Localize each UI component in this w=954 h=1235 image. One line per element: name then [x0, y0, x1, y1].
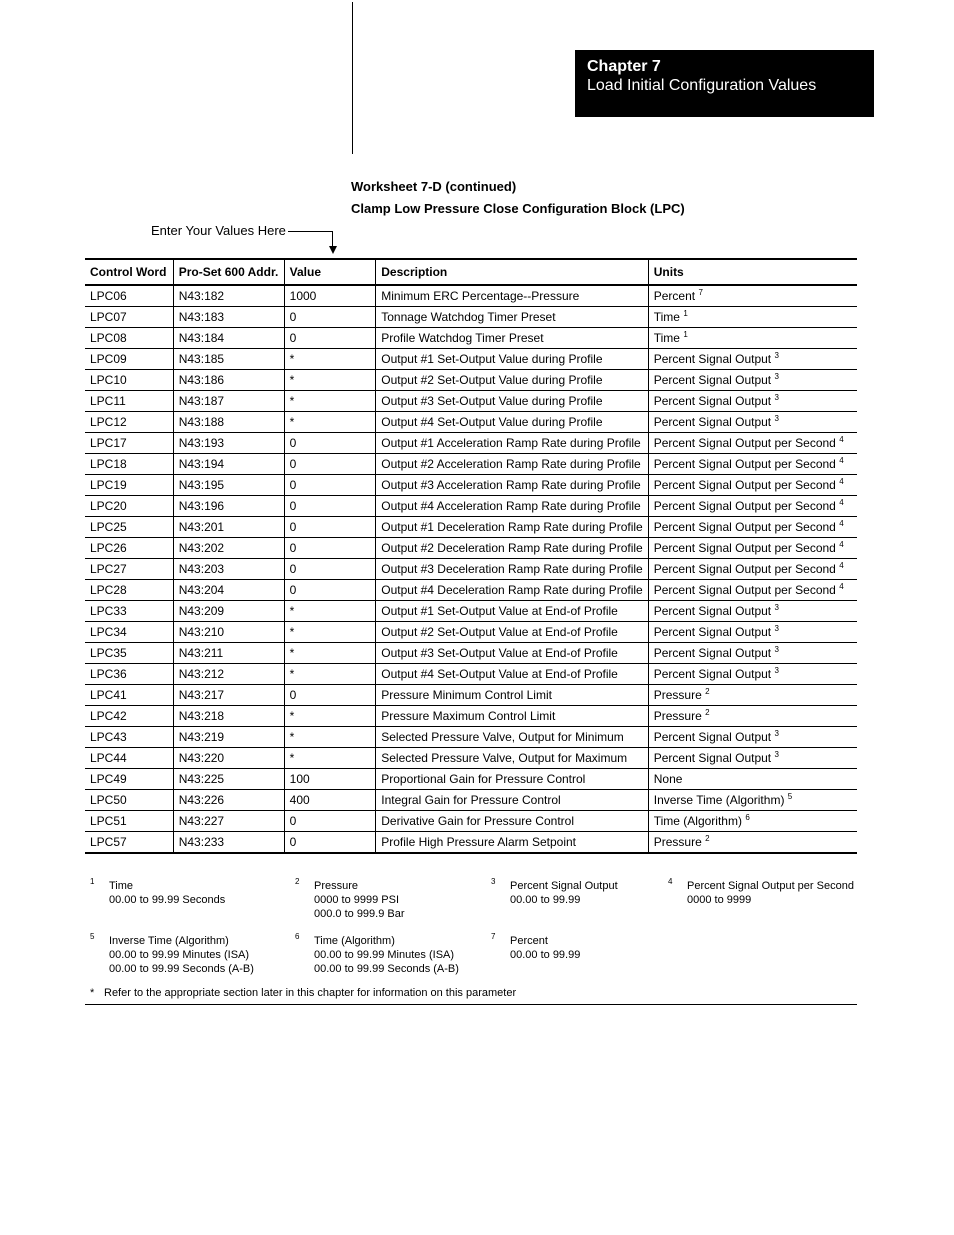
address-cell: N43:211 — [173, 643, 284, 664]
table-row — [85, 727, 857, 748]
units-cell: Pressure $^2$ — [648, 706, 857, 727]
description-cell: Output #1 Acceleration Ramp Rate during Profile — [376, 433, 648, 454]
header-units: Units — [648, 259, 857, 285]
footnote-line: 0000 to 9999 PSI — [314, 894, 400, 906]
footnote-ref: 1 — [683, 330, 688, 339]
table-row — [85, 664, 857, 685]
configuration-table — [85, 258, 857, 854]
footnote-line: 00.00 to 99.99 — [510, 949, 581, 961]
address-cell: N43:196 — [173, 496, 284, 517]
table-row — [85, 790, 857, 811]
table-row — [85, 538, 857, 559]
units-cell: Percent Signal Output per Second $^4$ — [648, 580, 857, 601]
description-cell: Profile Watchdog Timer Preset — [376, 328, 648, 349]
header-value: Value — [284, 259, 376, 285]
table-row — [85, 559, 857, 580]
description-cell: Output #4 Set-Output Value during Profile — [376, 412, 648, 433]
footnote-ref: 3 — [774, 645, 779, 654]
value-cell[interactable]: 0 — [284, 517, 376, 538]
table-row — [85, 412, 857, 433]
table-row — [85, 475, 857, 496]
value-cell[interactable]: * — [284, 643, 376, 664]
description-cell: Output #3 Set-Output Value at End-of Profile — [376, 643, 648, 664]
footnote-ref: 3 — [774, 603, 779, 612]
address-cell: N43:201 — [173, 517, 284, 538]
units-cell: Percent Signal Output per Second $^4$ — [648, 559, 857, 580]
footnote — [295, 934, 459, 976]
control-word-cell: LPC44 — [85, 748, 173, 769]
footnote-ref: 4 — [839, 456, 844, 465]
description-cell: Output #3 Acceleration Ramp Rate during Profile — [376, 475, 648, 496]
address-cell: N43:220 — [173, 748, 284, 769]
address-cell: N43:193 — [173, 433, 284, 454]
description-cell: Output #2 Acceleration Ramp Rate during Profile — [376, 454, 648, 475]
units-cell: Time (Algorithm) $^6$ — [648, 811, 857, 832]
units-cell: Percent Signal Output $^3$ — [648, 412, 857, 433]
address-cell: N43:184 — [173, 328, 284, 349]
address-cell: N43:209 — [173, 601, 284, 622]
value-cell[interactable]: 0 — [284, 454, 376, 475]
address-cell: N43:212 — [173, 664, 284, 685]
address-cell: N43:202 — [173, 538, 284, 559]
address-cell: N43:203 — [173, 559, 284, 580]
footnote-line: Inverse Time (Algorithm) — [109, 935, 229, 947]
footnote-line: 00.00 to 99.99 Seconds — [109, 894, 226, 906]
star-marker: * — [90, 987, 95, 999]
description-cell: Output #2 Deceleration Ramp Rate during Profile — [376, 538, 648, 559]
value-cell[interactable]: 0 — [284, 811, 376, 832]
footnote-number: 1 — [90, 877, 95, 886]
margin-rule — [352, 2, 353, 154]
footnote-line: Time — [109, 880, 134, 892]
table-row — [85, 285, 857, 307]
footnote-number: 7 — [491, 932, 496, 941]
units-cell: Percent Signal Output per Second $^4$ — [648, 538, 857, 559]
units-cell: Percent Signal Output per Second $^4$ — [648, 475, 857, 496]
description-cell: Output #2 Set-Output Value at End-of Profile — [376, 622, 648, 643]
table-row — [85, 454, 857, 475]
control-word-cell: LPC49 — [85, 769, 173, 790]
table-row — [85, 643, 857, 664]
control-word-cell: LPC41 — [85, 685, 173, 706]
footnote-line: Percent — [510, 935, 548, 947]
table-row — [85, 433, 857, 454]
value-cell[interactable]: 0 — [284, 685, 376, 706]
footnote-line: 00.00 to 99.99 Seconds (A-B) — [314, 963, 459, 975]
control-word-cell: LPC35 — [85, 643, 173, 664]
footnote-ref: 5 — [787, 792, 793, 801]
units-cell: Percent Signal Output $^3$ — [648, 349, 857, 370]
value-cell[interactable]: * — [284, 706, 376, 727]
units-cell: Percent Signal Output $^3$ — [648, 622, 857, 643]
control-word-cell: LPC06 — [85, 285, 173, 307]
table-row — [85, 706, 857, 727]
footnote-line: Time (Algorithm) — [314, 935, 395, 947]
footnote-ref: 1 — [683, 309, 688, 318]
table-body — [85, 285, 857, 853]
footnote-ref: 3 — [774, 666, 779, 675]
units-cell: Pressure $^2$ — [648, 685, 857, 706]
control-word-cell: LPC20 — [85, 496, 173, 517]
address-cell: N43:194 — [173, 454, 284, 475]
chapter-label: Chapter 7 — [587, 58, 661, 75]
value-cell[interactable]: 0 — [284, 328, 376, 349]
address-cell: N43:227 — [173, 811, 284, 832]
footnote-line: 00.00 to 99.99 Minutes (ISA) — [314, 949, 455, 961]
description-cell: Selected Pressure Valve, Output for Maximum — [376, 748, 648, 769]
footnote-number: 4 — [668, 877, 673, 886]
footnote-ref: 3 — [774, 414, 779, 423]
footnote-ref: 2 — [705, 834, 710, 843]
control-word-cell: LPC19 — [85, 475, 173, 496]
value-cell[interactable]: 0 — [284, 307, 376, 328]
units-cell: Percent Signal Output $^3$ — [648, 643, 857, 664]
enter-values-label: Enter Your Values Here — [151, 223, 286, 238]
description-cell: Derivative Gain for Pressure Control — [376, 811, 648, 832]
description-cell: Output #3 Deceleration Ramp Rate during Profile — [376, 559, 648, 580]
control-word-cell: LPC43 — [85, 727, 173, 748]
control-word-cell: LPC26 — [85, 538, 173, 559]
footnote-ref: 4 — [839, 582, 844, 591]
header-address: Pro-Set 600 Addr. — [173, 259, 284, 285]
footnote-line: Percent Signal Output per Second — [687, 880, 854, 892]
footnote-ref: 2 — [705, 687, 710, 696]
table-row — [85, 391, 857, 412]
value-cell[interactable]: 0 — [284, 475, 376, 496]
control-word-cell: LPC27 — [85, 559, 173, 580]
units-cell: Percent Signal Output per Second $^4$ — [648, 496, 857, 517]
description-cell: Tonnage Watchdog Timer Preset — [376, 307, 648, 328]
address-cell: N43:195 — [173, 475, 284, 496]
control-word-cell: LPC17 — [85, 433, 173, 454]
value-cell[interactable]: 1000 — [284, 285, 376, 307]
footnote — [90, 879, 225, 907]
value-cell[interactable]: 0 — [284, 580, 376, 601]
worksheet-subtitle: Clamp Low Pressure Close Configuration Block (LPC) — [351, 201, 685, 216]
value-cell[interactable]: 0 — [284, 538, 376, 559]
control-word-cell: LPC33 — [85, 601, 173, 622]
value-cell[interactable]: 0 — [284, 832, 376, 854]
table-row — [85, 601, 857, 622]
description-cell: Integral Gain for Pressure Control — [376, 790, 648, 811]
footnote-ref: 4 — [839, 477, 844, 486]
table-row — [85, 580, 857, 601]
value-cell[interactable]: * — [284, 601, 376, 622]
footnote-ref: 2 — [705, 708, 710, 717]
value-cell[interactable]: * — [284, 748, 376, 769]
footnote-line: Percent Signal Output — [510, 880, 618, 892]
footnote-ref: 4 — [839, 519, 844, 528]
description-cell: Selected Pressure Valve, Output for Minimum — [376, 727, 648, 748]
description-cell: Minimum ERC Percentage--Pressure — [376, 285, 648, 307]
footnote-number: 6 — [295, 932, 300, 941]
footnote-line: 00.00 to 99.99 Minutes (ISA) — [109, 949, 250, 961]
description-cell: Output #4 Acceleration Ramp Rate during Profile — [376, 496, 648, 517]
value-cell[interactable]: * — [284, 727, 376, 748]
value-cell[interactable]: 0 — [284, 559, 376, 580]
table-row — [85, 349, 857, 370]
control-word-cell: LPC51 — [85, 811, 173, 832]
units-cell: Percent Signal Output $^3$ — [648, 748, 857, 769]
address-cell: N43:233 — [173, 832, 284, 854]
footnote-ref: 3 — [774, 393, 779, 402]
table-row — [85, 496, 857, 517]
footnote-ref: 3 — [774, 729, 779, 738]
table-row — [85, 811, 857, 832]
footnote-ref: 4 — [839, 498, 844, 507]
address-cell: N43:226 — [173, 790, 284, 811]
units-cell: Percent Signal Output $^3$ — [648, 727, 857, 748]
address-cell: N43:218 — [173, 706, 284, 727]
address-cell: N43:185 — [173, 349, 284, 370]
address-cell: N43:187 — [173, 391, 284, 412]
control-word-cell: LPC34 — [85, 622, 173, 643]
footnote — [491, 879, 618, 907]
footnote-line: 00.00 to 99.99 — [510, 894, 581, 906]
footnote-line: 0000 to 9999 — [687, 894, 752, 906]
units-cell: Percent Signal Output per Second $^4$ — [648, 433, 857, 454]
value-cell[interactable]: 400 — [284, 790, 376, 811]
description-cell: Output #1 Set-Output Value at End-of Profile — [376, 601, 648, 622]
header-control-word: Control Word — [85, 259, 173, 285]
footnote-line: 000.0 to 999.9 Bar — [314, 908, 405, 920]
control-word-cell: LPC08 — [85, 328, 173, 349]
units-cell: Percent Signal Output $^3$ — [648, 370, 857, 391]
table-header-row — [85, 259, 857, 285]
control-word-cell: LPC28 — [85, 580, 173, 601]
units-cell: Percent Signal Output $^3$ — [648, 391, 857, 412]
worksheet-title: Worksheet 7-D (continued) — [351, 179, 517, 194]
address-cell: N43:183 — [173, 307, 284, 328]
footnote — [295, 879, 405, 921]
description-cell: Pressure Maximum Control Limit — [376, 706, 648, 727]
description-cell: Output #1 Deceleration Ramp Rate during Profile — [376, 517, 648, 538]
value-cell[interactable]: * — [284, 412, 376, 433]
pointer-stem — [332, 231, 333, 246]
units-cell: Time $^1$ — [648, 307, 857, 328]
units-cell: Inverse Time (Algorithm) $^5$ — [648, 790, 857, 811]
value-cell[interactable]: 0 — [284, 433, 376, 454]
value-cell[interactable]: * — [284, 391, 376, 412]
units-cell: Pressure $^2$ — [648, 832, 857, 854]
footnote — [491, 934, 580, 962]
address-cell: N43:210 — [173, 622, 284, 643]
footnote-line: Pressure — [314, 880, 359, 892]
bottom-rule — [85, 1004, 857, 1005]
value-cell[interactable]: * — [284, 370, 376, 391]
address-cell: N43:204 — [173, 580, 284, 601]
footnote-number: 2 — [295, 877, 300, 886]
footnote-ref: 6 — [745, 813, 750, 822]
table-row — [85, 832, 857, 854]
control-word-cell: LPC12 — [85, 412, 173, 433]
pointer-line — [288, 231, 333, 232]
control-word-cell: LPC50 — [85, 790, 173, 811]
footnote-line: 00.00 to 99.99 Seconds (A-B) — [109, 963, 254, 975]
control-word-cell: LPC09 — [85, 349, 173, 370]
value-cell[interactable]: 0 — [284, 496, 376, 517]
footnote-ref: 4 — [839, 540, 844, 549]
footnote-ref: 3 — [774, 750, 779, 759]
description-cell: Output #4 Set-Output Value at End-of Profile — [376, 664, 648, 685]
footnote-ref: 4 — [839, 435, 844, 444]
value-cell[interactable]: * — [284, 622, 376, 643]
address-cell: N43:217 — [173, 685, 284, 706]
footnote — [668, 879, 854, 907]
address-cell: N43:182 — [173, 285, 284, 307]
footnote-ref: 3 — [774, 372, 779, 381]
control-word-cell: LPC07 — [85, 307, 173, 328]
units-cell: Percent Signal Output per Second $^4$ — [648, 454, 857, 475]
chapter-header — [575, 50, 874, 117]
control-word-cell: LPC42 — [85, 706, 173, 727]
units-cell: Percent Signal Output $^3$ — [648, 664, 857, 685]
chapter-title: Load Initial Configuration Values — [587, 77, 817, 94]
footnote — [90, 934, 254, 976]
control-word-cell: LPC36 — [85, 664, 173, 685]
address-cell: N43:225 — [173, 769, 284, 790]
table-row — [85, 328, 857, 349]
units-cell: Percent Signal Output $^3$ — [648, 601, 857, 622]
address-cell: N43:219 — [173, 727, 284, 748]
footnote-ref: 3 — [774, 624, 779, 633]
value-cell[interactable]: 100 — [284, 769, 376, 790]
description-cell: Output #2 Set-Output Value during Profile — [376, 370, 648, 391]
control-word-cell: LPC18 — [85, 454, 173, 475]
description-cell: Proportional Gain for Pressure Control — [376, 769, 648, 790]
description-cell: Profile High Pressure Alarm Setpoint — [376, 832, 648, 854]
address-cell: N43:186 — [173, 370, 284, 391]
units-cell: Percent $^7$ — [648, 285, 857, 307]
table-row — [85, 685, 857, 706]
value-cell[interactable]: * — [284, 664, 376, 685]
units-cell: Percent Signal Output per Second $^4$ — [648, 517, 857, 538]
control-word-cell: LPC11 — [85, 391, 173, 412]
footnote-ref: 3 — [774, 351, 779, 360]
table-row — [85, 748, 857, 769]
table-row — [85, 370, 857, 391]
footnote-number: 5 — [90, 932, 95, 941]
footnote-ref: 7 — [698, 288, 703, 297]
address-cell: N43:188 — [173, 412, 284, 433]
table-row — [85, 307, 857, 328]
header-description: Description — [376, 259, 648, 285]
description-cell: Output #3 Set-Output Value during Profile — [376, 391, 648, 412]
control-word-cell: LPC57 — [85, 832, 173, 854]
description-cell: Pressure Minimum Control Limit — [376, 685, 648, 706]
units-cell: Time $^1$ — [648, 328, 857, 349]
units-cell: None — [648, 769, 857, 790]
description-cell: Output #4 Deceleration Ramp Rate during Profile — [376, 580, 648, 601]
control-word-cell: LPC10 — [85, 370, 173, 391]
table-row — [85, 622, 857, 643]
footnote-ref: 4 — [839, 561, 844, 570]
footnote-number: 3 — [491, 877, 496, 886]
arrow-down-icon — [329, 246, 337, 254]
star-note — [90, 986, 516, 1000]
value-cell[interactable]: * — [284, 349, 376, 370]
control-word-cell: LPC25 — [85, 517, 173, 538]
table-row — [85, 517, 857, 538]
star-note-text: Refer to the appropriate section later in this chapter for information on this parameter — [104, 987, 517, 999]
description-cell: Output #1 Set-Output Value during Profile — [376, 349, 648, 370]
table-row — [85, 769, 857, 790]
